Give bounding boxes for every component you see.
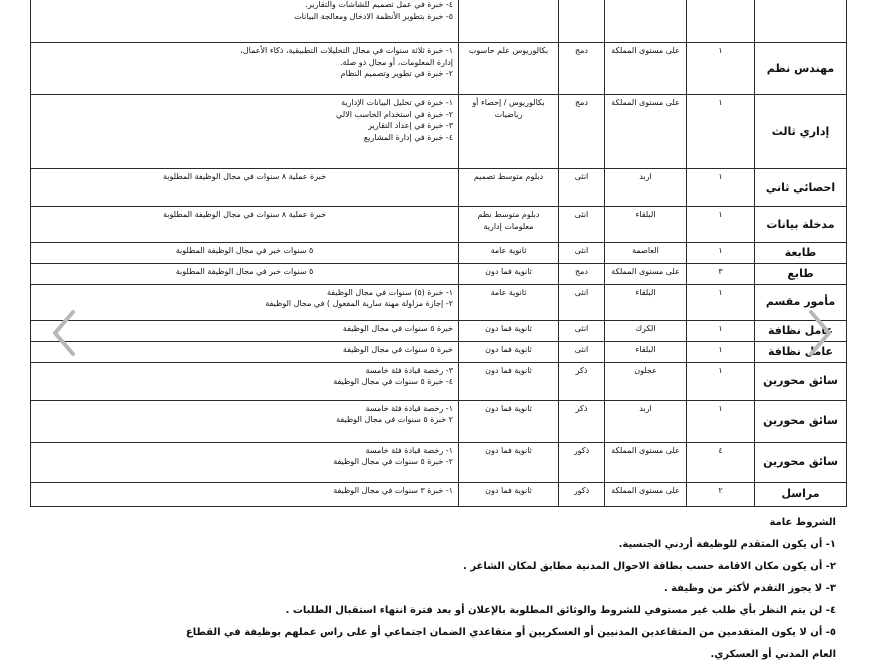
job-title-cell: إداري ثالث [755, 95, 847, 169]
vacancy-count-cell: ١ [687, 362, 755, 400]
job-title-cell: احصائي ثاني [755, 169, 847, 207]
location-cell: البلقاء [605, 284, 687, 320]
table-row [31, 482, 847, 506]
experience-line: ٢- خبرة ٥ سنوات في مجال الوظيفة [333, 457, 453, 467]
qualification-cell: ثانوية فما دون [459, 341, 559, 362]
location-cell: اربد [605, 169, 687, 207]
table-row [31, 362, 847, 400]
experience-line: ١- خبرة في تحليل البيانات الإدارية [341, 98, 453, 107]
table-row [31, 400, 847, 442]
qualification-cell: بكالوريوس / إحصاء أو رياضيات [459, 95, 559, 169]
location-cell: عجلون [605, 362, 687, 400]
experience-line: ٣- رخصة قيادة فئة خامسة [365, 365, 453, 375]
job-title-cell [755, 0, 847, 43]
vacancy-count-cell: ١ [687, 169, 755, 207]
previous-page-button[interactable] [44, 305, 84, 361]
experience-line: خبرة ٥ سنوات في مجال الوظيفة [342, 344, 453, 354]
experience-cell [31, 400, 459, 442]
gender-cell: انثى [559, 207, 605, 243]
condition-item: ٤- لن يتم النظر بأي طلب غير مستوفي للشروط والوثائق المطلوبة بالإعلان أو بعد فترة انتهاء استقبال الطلبات . [285, 605, 836, 616]
job-title-cell: مأمور مقسم [755, 284, 847, 320]
experience-cell [31, 263, 459, 284]
table-row [31, 207, 847, 243]
vacancy-count-cell: ١ [687, 43, 755, 95]
condition-item: ٣- لا يجوز التقدم لأكثر من وظيفة . [663, 583, 836, 594]
experience-line: ١- رخصة قيادة فئة خامسة [365, 403, 453, 413]
gender-cell: انثى [559, 243, 605, 264]
qualification-cell: ثانوية فما دون [459, 362, 559, 400]
job-title-cell: مدخلة بيانات [755, 207, 847, 243]
experience-cell [31, 284, 459, 320]
qualification-cell: ثانوية فما دون [459, 320, 559, 341]
experience-line: خبرة عملية ٨ سنوات في مجال الوظيفة المطلوبة [162, 172, 327, 181]
gender-cell: دمج [559, 43, 605, 95]
qualification-cell: ثانوية عامة [459, 243, 559, 264]
experience-line: ٥- خبرة بتطوير الأنظمة الادخال ومعالجة البيانات [294, 11, 453, 21]
experience-line: ٤- خبرة في إدارة المشاريع [363, 132, 453, 142]
table-row [31, 243, 847, 264]
table-row [31, 320, 847, 341]
experience-cell [31, 320, 459, 341]
next-page-button[interactable] [800, 305, 840, 361]
vacancy-count-cell: ٤ [687, 442, 755, 482]
condition-item: ٢- أن يكون مكان الاقامة حسب بطاقة الاحوال المدنية مطابق لمكان الشاغر . [463, 561, 836, 572]
table-row [31, 43, 847, 95]
gender-cell: ذكور [559, 442, 605, 482]
experience-line: ٥ سنوات خبر في مجال الوظيفة المطلوبة [175, 246, 314, 255]
experience-line: ١- خبرة (٥) سنوات في مجال الوظيفة [326, 287, 453, 297]
jobs-table [30, 0, 847, 507]
gender-cell: ذكر [559, 362, 605, 400]
qualification-cell: دبلوم متوسط تصميم [459, 169, 559, 207]
qualification-cell: دبلوم متوسط نظم معلومات إدارية [459, 207, 559, 243]
experience-line: ٤- خبرة ٥ سنوات في مجال الوظيفة [333, 377, 453, 387]
qualification-cell: ثانوية فما دون [459, 482, 559, 506]
qualification-cell: بكالوريوس علم حاسوب [459, 43, 559, 95]
qualification-cell: ثانوية فما دون [459, 263, 559, 284]
gender-cell: انثى [559, 320, 605, 341]
condition-item: ٥- أن لا يكون المتقدمين من المتقاعدين المدنيين أو العسكريين أو متقاعدي الضمان اجتماعي أو على راس عملهم بوظيفة في القطاع [185, 627, 836, 638]
conditions-list [36, 534, 836, 666]
experience-line: ٢- خبرة في تطوير وتصميم النظام [340, 69, 453, 79]
table-row [31, 169, 847, 207]
job-title-cell: سائق محورين [755, 442, 847, 482]
gender-cell: انثى [559, 284, 605, 320]
general-conditions [36, 512, 836, 666]
experience-line: خبرة ٥ سنوات في مجال الوظيفة [342, 323, 453, 333]
job-title-cell: سائق محورين [755, 400, 847, 442]
experience-cell [31, 95, 459, 169]
table-row [31, 263, 847, 284]
vacancy-count-cell: ١ [687, 207, 755, 243]
experience-line: ١- رخصة قيادة فئة خامسة [365, 445, 453, 455]
vacancy-count-cell: ٢ [687, 482, 755, 506]
vacancy-count-cell: ١ [687, 320, 755, 341]
experience-line: خبرة عملية ٨ سنوات في مجال الوظيفة المطلوبة [162, 210, 327, 219]
conditions-heading: الشروط عامة [769, 517, 836, 528]
experience-line: ٣- خبرة في إعداد التقارير [368, 121, 453, 131]
job-title-cell: مهندس نظم [755, 43, 847, 95]
chevron-right-icon [805, 308, 835, 358]
vacancy-count-cell: ٣ [687, 263, 755, 284]
gender-cell [559, 0, 605, 43]
vacancy-count-cell [687, 0, 755, 43]
location-cell: على مستوى المملكة [605, 482, 687, 506]
location-cell: البلقاء [605, 341, 687, 362]
experience-line: إدارة المعلومات، أو مجال ذو صلة. [339, 57, 453, 67]
gender-cell: ذكور [559, 482, 605, 506]
job-title-cell: سائق محورين [755, 362, 847, 400]
table-row [31, 284, 847, 320]
location-cell: العاصمة [605, 243, 687, 264]
job-title-cell: عامل نظافة [755, 320, 847, 341]
vacancy-count-cell: ١ [687, 284, 755, 320]
location-cell: على مستوى المملكة [605, 43, 687, 95]
location-cell: على مستوى المملكة [605, 95, 687, 169]
gender-cell: انثى [559, 341, 605, 362]
experience-line: ٥ سنوات خبر في مجال الوظيفة المطلوبة [175, 266, 314, 276]
location-cell [605, 0, 687, 43]
experience-cell [31, 0, 459, 43]
job-title-cell: عامل نظافة [755, 341, 847, 362]
vacancy-count-cell: ١ [687, 400, 755, 442]
experience-cell [31, 341, 459, 362]
condition-item: ١- أن يكون المتقدم للوظيفة أردني الجنسية. [618, 539, 836, 550]
experience-cell [31, 482, 459, 506]
gender-cell: ذكر [559, 400, 605, 442]
experience-cell [31, 207, 459, 243]
job-title-cell: طابعة [755, 243, 847, 264]
experience-line: ١- خبرة ٣ سنوات في مجال الوظيفة [333, 485, 453, 495]
experience-cell [31, 43, 459, 95]
table-row [31, 442, 847, 482]
table-row [31, 0, 847, 43]
experience-line: ٢- خبرة في استخدام الحاسب الالي [336, 109, 453, 119]
experience-cell [31, 442, 459, 482]
chevron-left-icon [49, 308, 79, 358]
vacancy-count-cell: ١ [687, 341, 755, 362]
job-title-cell: طابع [755, 263, 847, 284]
experience-line: ٤- خبرة في عمل تصميم للشاشات والتقارير. [305, 0, 453, 9]
experience-cell [31, 362, 459, 400]
experience-line: ٢ خبرة ٥ سنوات في مجال الوظيفة [336, 415, 453, 425]
location-cell: على مستوى المملكة [605, 263, 687, 284]
table-row [31, 341, 847, 362]
gender-cell: دمج [559, 95, 605, 169]
condition-item: العام المدني أو العسكري. [710, 649, 836, 660]
qualification-cell: ثانوية فما دون [459, 400, 559, 442]
location-cell: البلقاء [605, 207, 687, 243]
vacancy-count-cell: ١ [687, 95, 755, 169]
vacancy-count-cell: ١ [687, 243, 755, 264]
qualification-cell [459, 0, 559, 43]
location-cell: على مستوى المملكة [605, 442, 687, 482]
experience-line: ٢- إجازة مزاولة مهنة سارية المفعول ) في مجال الوظيفة [265, 299, 453, 309]
experience-cell [31, 243, 459, 264]
gender-cell: دمج [559, 263, 605, 284]
qualification-cell: ثانوية فما دون [459, 442, 559, 482]
qualification-cell: ثانوية عامة [459, 284, 559, 320]
experience-line: ١- خبرة ثلاثة سنوات في مجال التحليلات التطبيقية، ذكاء الأعمال، [240, 46, 453, 55]
table-row [31, 95, 847, 169]
gender-cell: انثى [559, 169, 605, 207]
experience-cell [31, 169, 459, 207]
job-title-cell: مراسل [755, 482, 847, 506]
location-cell: الكرك [605, 320, 687, 341]
jobs-table-body [31, 0, 847, 506]
location-cell: اربد [605, 400, 687, 442]
